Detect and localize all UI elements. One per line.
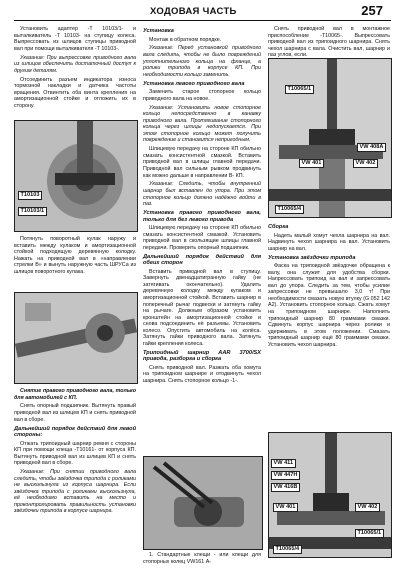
col1-text-bottom [14,388,136,517]
subheading: Дальнейший порядок действий для левой стороны: [14,425,136,439]
fig4-label: VW 416B [271,483,300,492]
subheading: Сборка [268,224,289,230]
page-header [0,0,405,22]
fig3-label: T10065/1 [285,85,314,94]
body-paragraph: Шлицевую передачу на стороне КП обильно смазать консистентной смазкой. Вставить приводной вал в шлицы главной передачи. Приводной вал сильным рывком продвинуть как можно дальше в направлении В- КП. [143,146,261,179]
note-paragraph: Указание: Перед установкой приводного вала следить, чтобы не было повреждений уплотнительного кольца на фланце, а ролики трипода в корпусе КП. При необходимости кольцо заменить. [143,45,261,78]
page-number: 257 [361,3,383,18]
drive-shaft-illustration [15,293,137,383]
fig3-label: T10065/4 [275,205,304,214]
subheading: Установка звёздочки трипода [268,254,356,261]
col3-text-top [268,26,390,61]
col1-text-top [14,26,136,112]
body-paragraph: Вставить приводной вал в ступицу. Завернуть двенадцатигранную гайку (не затягивать окончательно). Удалить деревянную колодку между кулаком и амортизационной стойкой. Вставить шарнир в поперечный рычаг подвески и затянуть гайку на рычаге. Должным образом установить кронштейн на амортизационной стойке и снова подсоединить её разъемы. Установить колесо. Опустить автомобиль на колёса. Затянуть гайки приводного вала. Затянуть гайки крепления колеса. [143,268,261,347]
body-paragraph: Фаска на трипоидной звёздочке обращена к валу, она служит для удобства сборки. Напрессовать трипоид на вал и запрессовать вал до упора. Следить за тем, чтобы усилие запрессовки не превышало 3,0 т! При необходимости смазать новую втулку (G 052 142 А2). Установить стопорное кольцо. Сжать хомут на трипоидном шарнире. Наполнить трипоидный шарнир 80 граммами смазки. Сдвинуть корпус шарнира через ролики и удерживать в этом положении. Смазать трипоидный шарнир ещё 80 граммами смазки. Установить чехол шарнира. [268,263,390,348]
subheading: Дальнейший порядок действий для обеих сторон [143,253,261,267]
note-paragraph: Указание: Следить, чтобы внутренний шарнир был вставлен до упора. При этом стопорное кольцо должно надёжно войти в паз. [143,181,261,208]
body-paragraph: Снять приводной вал. Разжать оба хомута на трипоидном шарнире и отодвинуть чехол шарнира. Снять стопорное кольцо -1-. [143,364,261,384]
note-paragraph: Указание: Установить новое стопорное кольцо непосредственно в канавку приводного вала. Протягивание стопорного кольца через шлицы недопускается. При этом стопорное кольцо может получить повреждение и становится непригодным. [143,104,261,144]
col1-text-mid [14,236,136,278]
circlip-illustration [144,457,262,549]
col2-text-top [143,26,261,387]
note-paragraph: Указание: При снятии приводного вала следить, чтобы звёздочка трипода с роликами не выскользнула из корпуса шарнира. Если звёздочка трипода с роликами выскользнула, её необходимо вставить на место и проконтролировать правильность установки звёздочки трипода в корпусе шарнира. [14,469,136,515]
note-paragraph: Указание: При выпрессовке приводного вала из шлицов обеспечить достаточный доступ к другим деталям. [14,54,136,74]
body-paragraph: Установить адаптер -Т 10103/1- и выталкиватель -Т 10103- на ступицу колеса. Выпрессовать из шлицов ступицы приводной вал при помощи выталкивателя -Т 10103-. [14,26,136,52]
press-install-illustration [269,433,391,557]
fig3-label: VW 408A [357,143,386,152]
body-paragraph: Шлицевую передачу на стороне КП обильно смазать консистентной смазкой. Установить приводной вал в скользящие шлицы главной передачи. Проверить опорный подшипник. [143,225,261,251]
photo-press-install [268,432,392,558]
body-paragraph: Снять приводной вал в монтажное приспособление -Т10065-. Выпрессовать приводной вал из трипоидного шарнира. Снять чехол шарнира с вала. Очистить вал, шарнир и паз углов, если. [268,26,390,59]
fig4-label: T10065/1 [355,529,384,538]
photo-hub-puller [14,120,138,232]
subheading: Трипоидный шарнир AAR 3700/SX привода, разборка и сборка [143,349,261,363]
photo-circlip-pliers [143,456,263,550]
body-paragraph: Отсоединить разъем индикатора износа тормозной накладки и датчика частоты вращения. Отвинтить оба винта крепления на амортизационной стойке и отложить их в сторону. [14,76,136,109]
body-paragraph: Отжать трипоидный шарнир ремня с стороны КП при помощи клеща -Т10161- от корпуса КП. Вытянуть приводной вал из шлицев КП и снять приводной вал в сборе. [14,440,136,467]
fig3-label: VW 401 [299,159,324,168]
subheading: Установка левого приводного вала [143,80,245,87]
fig4-label: VW 401 [273,503,298,512]
press-removal-illustration [269,59,391,217]
fig3-label: VW 402 [353,159,378,168]
fig4-label: VW 411 [271,459,296,468]
subheading: Установка [143,28,174,34]
col2-caption [143,552,261,567]
photo-drive-shaft [14,292,138,384]
fig4-label: T10065/4 [273,545,302,554]
section-title: ХОДОВАЯ ЧАСТЬ [150,6,237,17]
fig1-label: T10103 [18,191,42,200]
body-paragraph: Заменить старое стопорное кольцо приводного вала на новое. [143,89,261,102]
fig1-label: T10103/1 [18,207,47,216]
body-paragraph: Монтаж в обратном порядке. [149,36,222,43]
photo-press-removal [268,58,392,218]
body-paragraph: Снять опорный подшипник. Вытянуть правый приводной вал из шлицев КП и снять приводной вал в сборе. [14,403,136,423]
fig4-label: VW 402 [355,503,380,512]
body-paragraph: Потянуть поворотный кулак наружу и вставить между кулаком и амортизационной стойкой подходящую деревянную колодку. Нажать на приводной вал в «направлении стрелки В» и вынуть наружную часть ШРУСа из шлицов поворотного кулака. [14,236,136,275]
figure-caption: Снятие правого приводного вала, только для автомобилей с КП. [14,388,136,401]
body-paragraph: 1. Стандартные клещи - или клещи для стопорных колец VW161 А- [143,552,261,565]
body-paragraph: Надеть малый хомут чехла шарнира на вал. Надвинуть чехол шарнира на вал. Установить шарнир на вал. [268,232,390,252]
col3-text-mid [268,222,390,351]
fig4-label: VW 447H [271,471,300,480]
header-rule [14,20,391,21]
subheading: Установка правого приводного вала, только для без левого привода [143,210,261,223]
